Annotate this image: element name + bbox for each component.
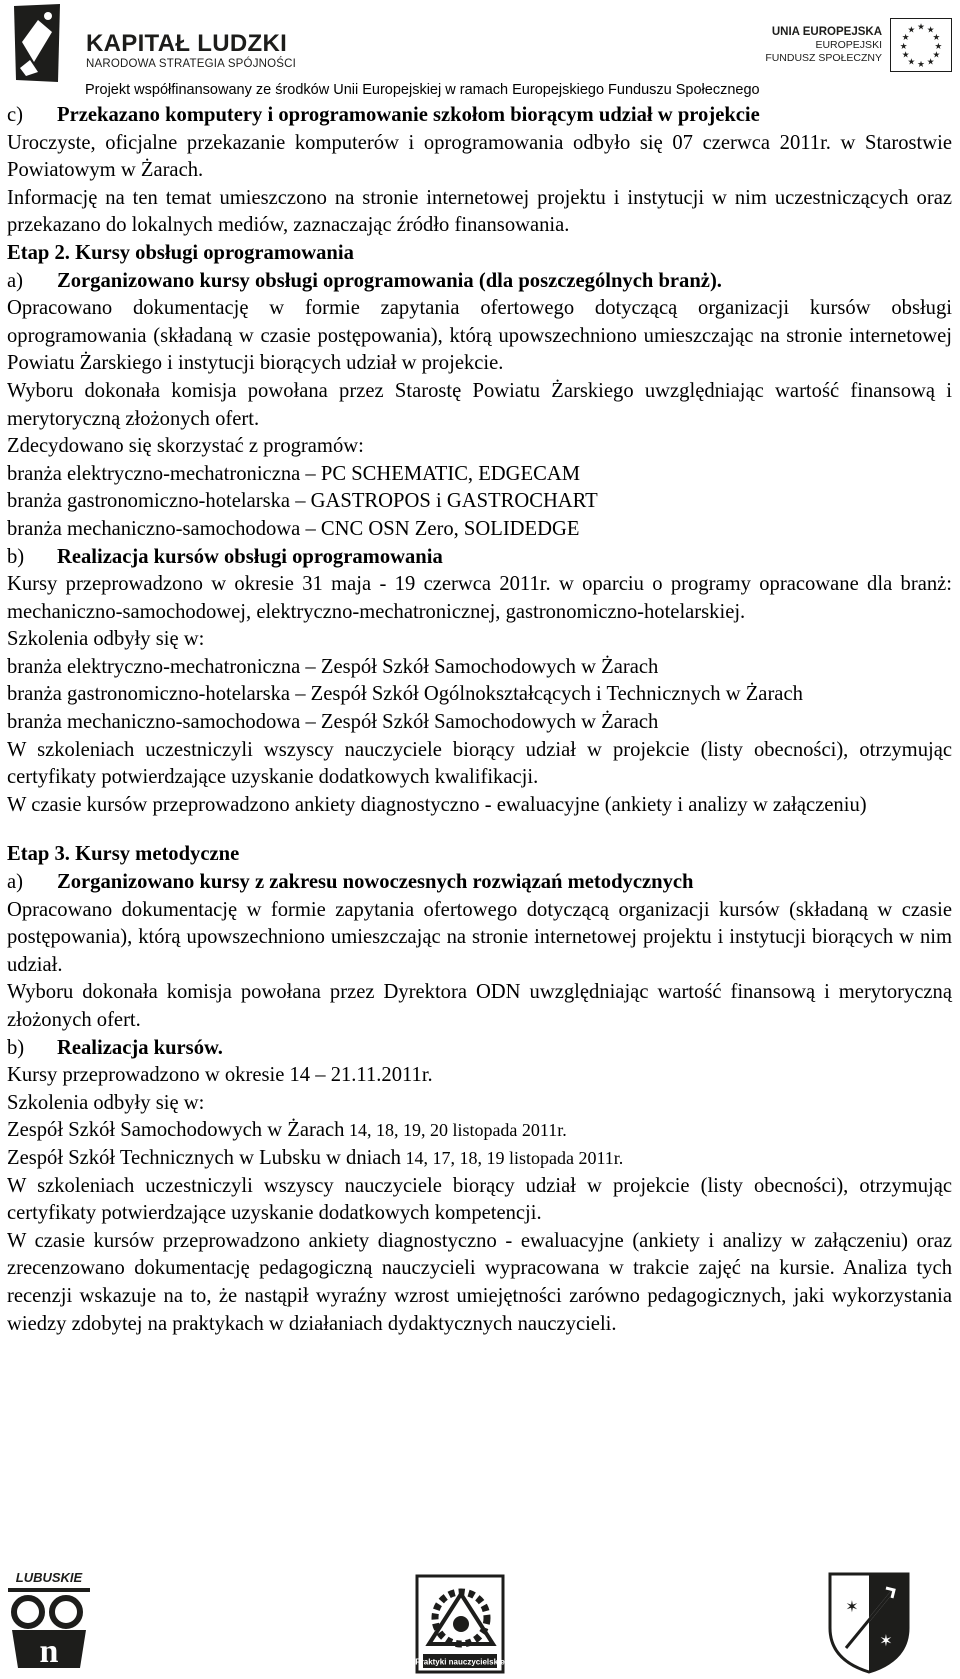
cofinancing-note: Projekt współfinansowany ze środków Unii Europejskiej w ramach Europejskiego Funduszu Społecznego [85,82,760,98]
paragraph: W szkoleniach uczestniczyli wszyscy nauczyciele biorący udział w projekcie (listy obecności), otrzymując certyfikaty potwierdzające uzyskanie dodatkowych kwalifikacji. [7,738,952,789]
praktyki-text: Praktyki nauczycielskie [415,1657,505,1667]
list-marker: a) [7,871,23,894]
paragraph: W czasie kursów przeprowadzono ankiety diagnostyczno - ewaluacyjne (ankiety i analizy w załączeniu) oraz zrecenzowano dokumentację pedagogiczną nauczycieli wypracowana w trakcie zajęć na kursie. Analiza tych recenzji wskazuje na to, że nastąpił wyraźny wzrost umiejętności zarówno pedagogicznych, jaki wykorzystania wiedzy zdobytej na praktykach w działaniach dydaktycznych nauczycieli. [7,1229,952,1335]
svg-text:★: ★ [926,25,935,36]
svg-text:★: ★ [917,60,925,71]
paragraph: Opracowano dokumentację w formie zapytania ofertowego dotyczącą organizacji kursów obsługi oprogramowania (składaną w czasie postępowania), którą upowszechniono umieszczając na stronie internetowej Powiatu Żarskiego i instytucji biorących udział w projekcie. [7,297,952,375]
program-name: KAPITAŁ LUDZKI [86,30,288,57]
svg-text:✶: ✶ [845,1597,859,1616]
page-footer [0,1568,960,1679]
svg-text:★: ★ [932,50,941,61]
location-item: branża mechaniczno-samochodowa – Zespół Szkół Samochodowych w Żarach [7,711,659,734]
program-item: branża elektryczno-mechatroniczna – PC SCHEMATIC, EDGECAM [7,462,581,485]
school-item [7,1117,952,1145]
svg-text:★: ★ [934,41,943,52]
stage-3a-heading [7,869,952,897]
eu-label-line3: FUNDUSZ SPOŁECZNY [765,52,882,64]
stage-3a-title: Zorganizowano kursy z zakresu nowoczesnych rozwiązań metodycznych [57,871,694,894]
location-item: branża elektryczno-mechatroniczna – Zespół Szkół Samochodowych w Żarach [7,655,659,678]
praktyki-nauczycielskie-logo [415,1574,505,1674]
svg-text:★: ★ [932,33,941,44]
paragraph: Opracowano dokumentację w formie zapytania ofertowego dotyczącą organizacji kursów (składaną w czasie postępowania), którą upowszechniono umieszczając na stronie internetowej projektu i instytucji biorących w nim udział. [7,898,952,976]
paragraph: Kursy przeprowadzono w okresie 14 – 21.11.2011r. [7,1064,433,1087]
paragraph: Kursy przeprowadzono w okresie 31 maja - 19 czerwca 2011r. w oparciu o programy opracowane dla branż: mechaniczno-samochodowej, elektryczno-mechatronicznej, gastronomiczno-hotelarskiej. [7,573,952,623]
list-marker: b) [7,545,25,568]
paragraph: Zdecydowano się skorzystać z programów: [7,435,364,458]
paragraph: Wyboru dokonała komisja powołana przez Starostę Powiatu Żarskiego uwzględniając wartość finansową i merytoryczną złożonych ofert. [7,379,952,430]
stage-2a-title: Zorganizowano kursy obsługi oprogramowania (dla poszczególnych branż). [57,269,722,292]
school-name: Zespół Szkół Technicznych w Lubsku w dniach [7,1146,401,1169]
stage-3-heading: Etap 3. Kursy metodyczne [7,843,240,866]
stage-3b-title: Realizacja kursów. [57,1036,223,1059]
eu-label [765,26,882,65]
location-item: branża gastronomiczno-hotelarska – Zespół Szkół Ogólnokształcących i Technicznych w Żarach [7,683,803,706]
list-marker: a) [7,269,23,292]
stage-2b-title: Realizacja kursów obsługi oprogramowania [57,545,443,568]
paragraph: Wyboru dokonała komisja powołana przez Dyrektora ODN uwzględniając wartość finansową i merytoryczną złożonych ofert. [7,981,952,1031]
report-body [7,102,952,1338]
school-dates: 14, 18, 19, 20 listopada 2011r. [344,1120,567,1141]
section-c-title: Przekazano komputery i oprogramowanie szkołom biorącym udział w projekcie [57,104,760,126]
lubuskie-text: LUBUSKIE [15,1570,83,1585]
svg-text:★: ★ [899,41,908,52]
program-item: branża mechaniczno-samochodowa – CNC OSN Zero, SOLIDEDGE [7,517,580,540]
list-marker: b) [7,1036,25,1059]
paragraph: W czasie kursów przeprowadzono ankiety diagnostyczno - ewaluacyjne (ankiety i analizy w załączeniu) [7,793,867,816]
section-c-heading [7,102,952,130]
paragraph: Uroczyste, oficjalne przekazanie komputerów i oprogramowania odbyło się 07 czerwca 2011r. w Starostwie Powiatowym w Żarach. [7,131,952,182]
svg-text:★: ★ [926,57,935,68]
svg-text:★: ★ [901,50,910,61]
eu-label-line1: UNIA EUROPEJSKA [771,26,882,38]
stage-2-heading: Etap 2. Kursy obsługi oprogramowania [7,241,354,264]
list-marker: c) [7,104,23,126]
svg-text:✶: ✶ [879,1631,893,1650]
kapital-ludzki-logo [8,2,66,84]
program-subtitle: NARODOWA STRATEGIA SPÓJNOŚCI [86,58,297,70]
paragraph: Szkolenia odbyły się w: [7,628,205,651]
school-name: Zespół Szkół Samochodowych w Żarach [7,1119,345,1142]
eu-label-line2: EUROPEJSKI [815,39,882,51]
svg-text:★: ★ [907,25,916,36]
school-dates: 14, 17, 18, 19 listopada 2011r. [400,1147,624,1168]
stage-2b-heading [7,544,952,572]
svg-text:★: ★ [901,33,910,44]
program-item: branża gastronomiczno-hotelarska – GASTROPOS i GASTROCHART [7,490,598,513]
stage-2a-heading [7,268,952,296]
county-coat-of-arms [826,1568,912,1674]
svg-text:n: n [39,1633,59,1670]
paragraph: W szkoleniach uczestniczyli wszyscy nauczyciele biorący udział w projekcie (listy obecności), otrzymując certyfikaty potwierdzające uzyskanie dodatkowych kompetencji. [7,1174,952,1225]
eu-flag-icon [890,18,952,72]
page-header [0,0,960,100]
stage-3b-heading [7,1035,952,1063]
paragraph: Informację na ten temat umieszczono na stronie internetowej projektu i instytucji w nim uczestniczących oraz przekazano do lokalnych mediów, zaznaczając źródło finansowania. [7,186,952,237]
svg-text:★: ★ [917,22,925,33]
paragraph: Szkolenia odbyły się w: [7,1091,205,1114]
svg-text:★: ★ [907,57,916,68]
school-item [7,1145,952,1173]
lubuskie-logo [4,1568,94,1674]
spacer [7,819,952,841]
